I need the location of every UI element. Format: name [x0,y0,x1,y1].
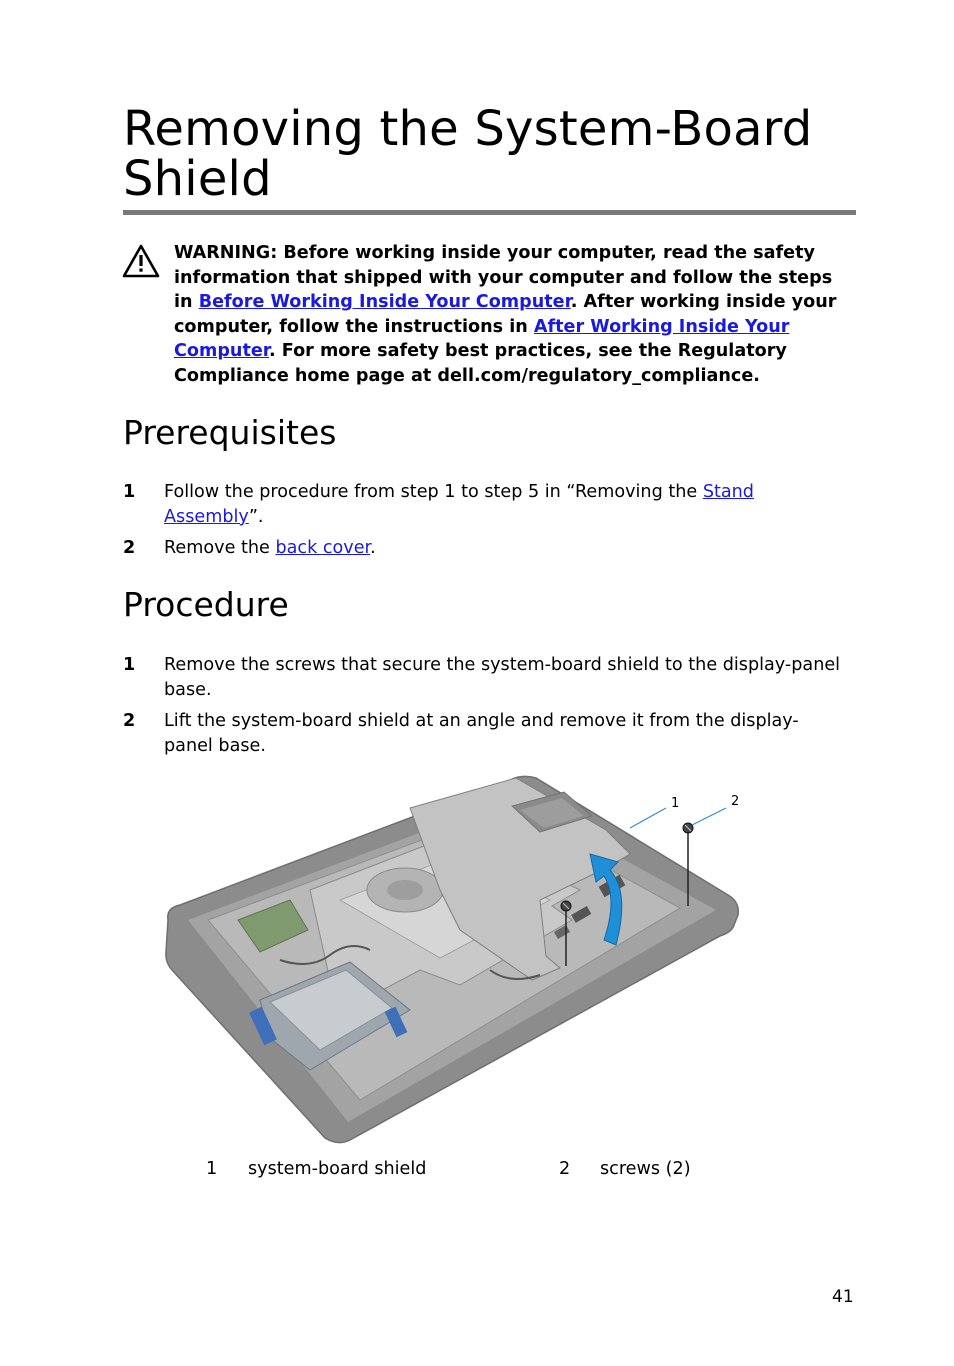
step-text: Remove the [164,538,276,559]
step-text: . [370,538,376,559]
prerequisites-heading: Prerequisites [123,413,337,452]
page-title-line1: Removing the System-Board [123,101,813,157]
step-number: 2 [123,538,136,559]
callout-1-label: 1 [671,796,680,811]
step-text: Lift the system-board shield at an angle and remove it from the display-panel base. [164,711,799,756]
callout-leader-2 [692,808,726,825]
list-item [123,653,843,702]
step-number: 2 [123,711,136,732]
page-title-line2: Shield [123,151,272,207]
prerequisites-list [123,480,843,568]
after-working-link[interactable]: After Working Inside Your Computer [174,316,790,362]
list-item [123,536,843,561]
list-item [123,480,843,529]
step-text: Follow the procedure from step 1 to step 5 in “Removing the [164,482,703,502]
stand-assembly-link[interactable]: Stand Assembly [164,482,754,527]
warning-triangle-icon [122,244,160,278]
legend-label-1: system-board shield [248,1159,427,1179]
title-rule [123,210,856,215]
list-item [123,709,843,758]
warning-text-part: . For more safety best practices, see the Regulatory Compliance home page at dell.com/regulatory_compliance. [174,341,787,386]
procedure-heading: Procedure [123,585,289,624]
back-cover-link[interactable]: back cover [275,538,371,559]
warning-text-part: . After working inside your computer, follow the instructions in [174,292,837,337]
callout-2-label: 2 [731,794,740,809]
step-number: 1 [123,482,136,502]
warning-text-part: WARNING: Before working inside your computer, read the safety information that shipped with your computer and follow the steps in [174,243,833,313]
step-text: Remove the screws that secure the system-board shield to the display-panel base. [164,655,841,700]
page-title [123,101,843,207]
warning-text [174,241,854,389]
step-number: 1 [123,655,136,675]
step-text: ”. [248,506,264,527]
legend-number-2: 2 [559,1159,571,1179]
legend-number-1: 1 [206,1159,218,1179]
procedure-list [123,653,843,765]
system-board-shield-illustration [160,770,760,1150]
legend-label-2: screws (2) [600,1159,691,1179]
before-working-link[interactable]: Before Working Inside Your Computer [198,292,571,313]
callout-leader-1 [630,808,666,828]
page-number: 41 [832,1287,854,1307]
